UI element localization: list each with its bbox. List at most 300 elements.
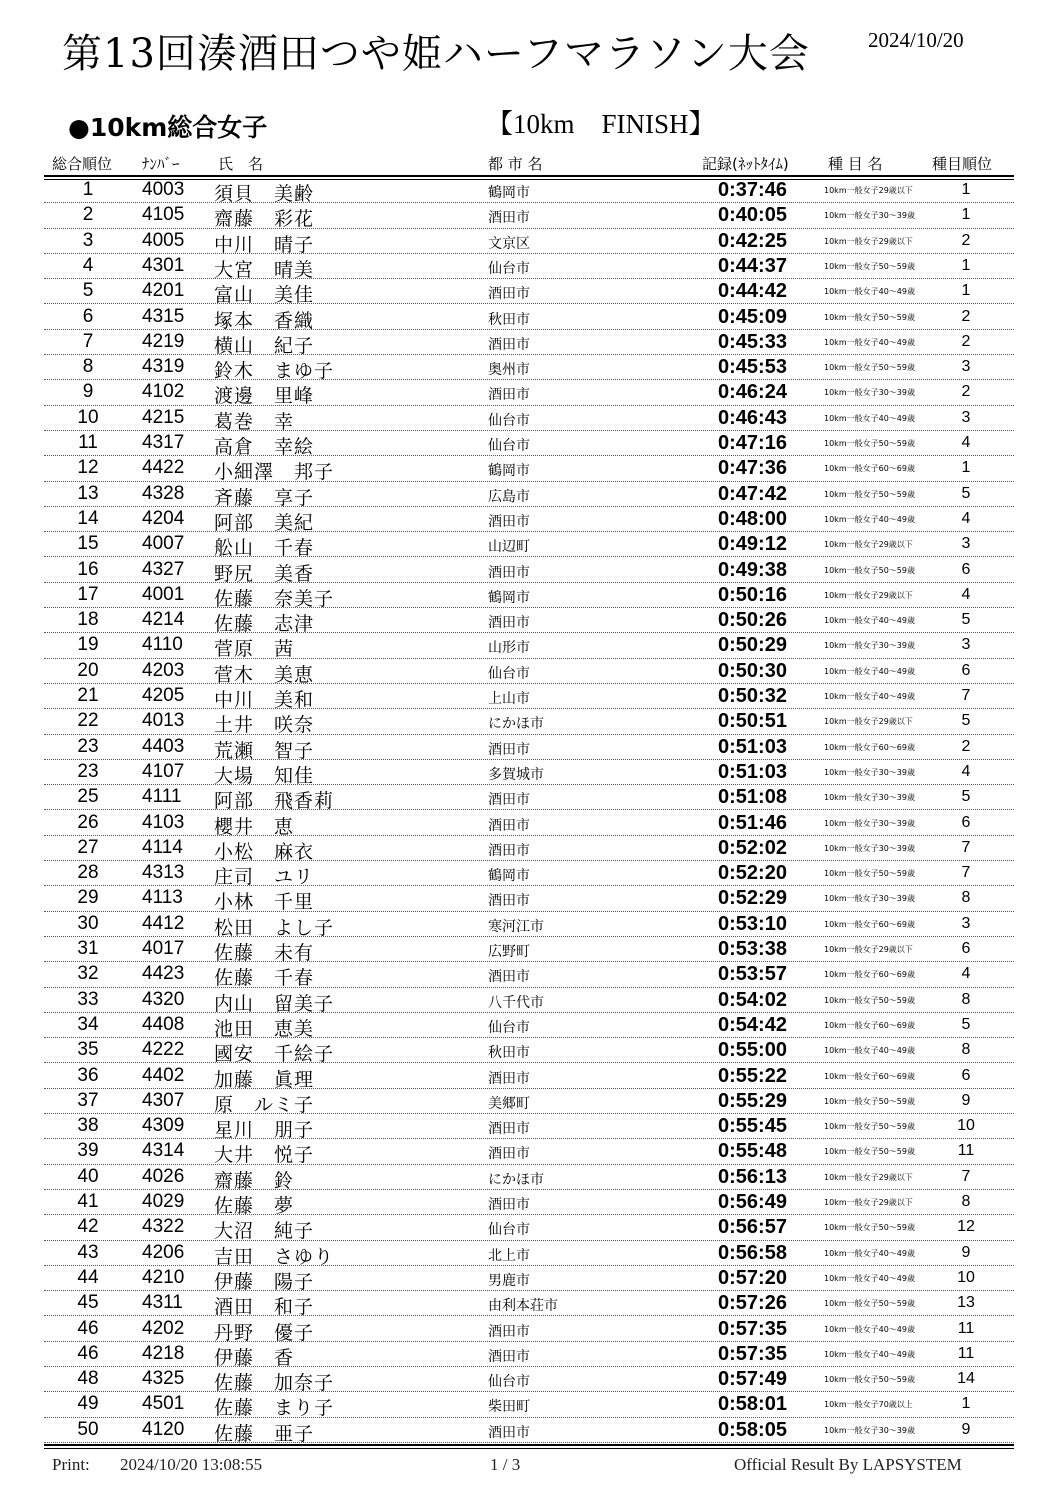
row-time: 0:44:37 (718, 254, 787, 277)
row-rank: 19 (77, 634, 99, 656)
row-rank: 46 (77, 1342, 99, 1364)
row-time: 0:49:12 (718, 533, 787, 556)
row-rank: 17 (77, 583, 99, 605)
row-name: 佐藤 まり子 (214, 1397, 335, 1420)
row-city: 酒田市 (488, 615, 530, 632)
row-name: 佐藤 千春 (214, 967, 315, 990)
table-row (0, 988, 1058, 1013)
table-row (0, 1342, 1058, 1367)
row-rank: 44 (77, 1266, 99, 1288)
row-city: 山辺町 (488, 539, 530, 556)
row-rank: 42 (77, 1216, 99, 1238)
row-name: 鈴木 まゆ子 (214, 360, 335, 383)
row-city: 広島市 (488, 488, 530, 505)
row-category: 10km一般女子40～49歳 (824, 692, 915, 701)
row-category-rank: 8 (961, 1041, 971, 1059)
row-category-rank: 6 (961, 560, 971, 578)
row-name: 星川 朋子 (214, 1119, 315, 1142)
row-city: 鶴岡市 (488, 463, 530, 480)
row-rank: 7 (82, 330, 94, 352)
row-category: 10km一般女子40～49歳 (824, 1349, 915, 1359)
row-category-rank: 13 (957, 1294, 975, 1312)
row-time: 0:40:05 (718, 204, 787, 227)
row-name: 葛巻 幸 (214, 410, 295, 433)
row-time: 0:57:49 (718, 1368, 787, 1391)
row-name: 横山 紀子 (214, 334, 315, 357)
row-category: 10km一般女子50～59歳 (824, 1299, 915, 1309)
row-city: 八千代市 (488, 994, 544, 1011)
row-name: 斉藤 享子 (214, 486, 315, 509)
row-rank: 39 (77, 1140, 99, 1162)
row-category: 10km一般女子40～49歳 (824, 666, 915, 676)
table-row (0, 1089, 1058, 1114)
row-name: 國安 千絵子 (214, 1043, 335, 1066)
row-rank: 30 (77, 912, 99, 934)
row-category: 10km一般女子40～49歳 (824, 514, 915, 524)
row-name: 大宮 晴美 (214, 258, 315, 281)
row-name: 小松 麻衣 (214, 840, 315, 863)
row-bib: 4215 (142, 406, 185, 428)
row-rank: 9 (82, 381, 94, 403)
table-row (0, 380, 1058, 408)
table-row (0, 1392, 1058, 1420)
row-bib: 4107 (142, 760, 185, 782)
table-row (0, 406, 1058, 431)
row-bib: 4204 (142, 507, 185, 529)
row-category-rank: 8 (961, 889, 971, 907)
row-city: 美郷町 (488, 1095, 530, 1112)
row-category-rank: 8 (961, 990, 971, 1008)
row-category: 10km一般女子70歳以上 (824, 1400, 913, 1410)
row-rank: 37 (77, 1089, 99, 1111)
row-rank: 4 (82, 254, 94, 276)
row-category: 10km一般女子60～69歳 (824, 970, 915, 980)
row-city: 酒田市 (488, 1323, 530, 1340)
row-time: 0:53:38 (718, 938, 787, 960)
row-category-rank: 3 (961, 636, 971, 654)
row-category-rank: 5 (961, 788, 971, 806)
row-time: 0:46:43 (718, 406, 787, 429)
row-city: 鶴岡市 (488, 589, 530, 606)
row-category-rank: 2 (961, 307, 971, 325)
row-time: 0:51:08 (718, 786, 787, 809)
section-heading: ●10km総合女子 (68, 113, 268, 142)
row-category-rank: 9 (961, 1420, 971, 1438)
row-category-rank: 5 (961, 484, 971, 502)
row-category-rank: 4 (961, 762, 971, 780)
row-category-rank: 10 (957, 1268, 975, 1286)
table-row (0, 962, 1058, 990)
row-category-rank: 11 (957, 1319, 975, 1337)
table-row (0, 203, 1058, 231)
row-category: 10km一般女子60～69歳 (824, 742, 915, 752)
row-time: 0:49:38 (718, 558, 787, 581)
row-bib: 4001 (142, 583, 185, 605)
row-category: 10km一般女子29歳以下 (824, 236, 913, 246)
row-time: 0:56:13 (718, 1165, 787, 1188)
table-row (0, 456, 1058, 484)
row-name: 原 ルミ子 (214, 1093, 315, 1116)
row-category-rank: 8 (961, 1193, 971, 1210)
row-bib: 4206 (142, 1241, 185, 1263)
row-category: 10km一般女子50～59歳 (824, 565, 915, 575)
row-name: 佐藤 亜子 (214, 1422, 315, 1445)
row-bib: 4026 (142, 1165, 185, 1187)
row-name: 小細澤 邦子 (214, 461, 335, 484)
row-rank: 11 (78, 432, 98, 453)
row-city: 酒田市 (488, 387, 530, 404)
footer-page-number: 1 / 3 (490, 1455, 521, 1474)
row-name: 大場 知佳 (214, 764, 315, 787)
row-name: 阿部 飛香莉 (214, 790, 335, 813)
table-row (0, 811, 1058, 836)
row-category-rank: 1 (961, 459, 971, 477)
row-category: 10km一般女子40～49歳 (824, 1248, 915, 1258)
row-category: 10km一般女子29歳以下 (824, 1172, 913, 1182)
row-bib: 4222 (142, 1039, 185, 1061)
row-category: 10km一般女子30～39歳 (824, 793, 915, 803)
row-city: 男鹿市 (488, 1272, 530, 1289)
row-category-rank: 1 (961, 206, 971, 224)
row-category-rank: 6 (961, 661, 971, 679)
row-rank: 23 (77, 735, 99, 757)
row-city: 酒田市 (488, 1348, 530, 1365)
row-rank: 32 (77, 963, 99, 985)
row-time: 0:42:25 (718, 229, 787, 252)
row-bib: 4301 (142, 254, 185, 276)
row-city: 酒田市 (488, 1121, 530, 1138)
table-row (0, 1038, 1058, 1066)
row-bib: 4029 (142, 1191, 185, 1212)
row-rank: 28 (77, 862, 99, 884)
row-rank: 13 (77, 482, 99, 504)
row-rank: 23 (77, 760, 99, 782)
row-city: 仙台市 (488, 665, 530, 682)
row-category: 10km一般女子60～69歳 (824, 919, 915, 929)
row-category-rank: 4 (961, 434, 971, 451)
table-row (0, 1241, 1058, 1266)
row-category-rank: 2 (961, 383, 971, 401)
row-city: 鶴岡市 (488, 868, 530, 885)
table-row (0, 558, 1058, 583)
row-time: 0:44:42 (718, 280, 787, 303)
row-category-rank: 3 (961, 535, 971, 553)
row-name: 酒田 和子 (214, 1296, 315, 1319)
table-row (0, 1190, 1058, 1215)
table-row (0, 659, 1058, 684)
row-bib: 4205 (142, 685, 185, 706)
row-category: 10km一般女子60～69歳 (824, 464, 915, 474)
row-category-rank: 2 (961, 332, 971, 350)
table-row (0, 532, 1058, 560)
row-time: 0:45:09 (718, 305, 787, 328)
row-rank: 21 (77, 685, 99, 706)
column-header-category: 種 目 名 (828, 155, 883, 173)
row-category: 10km一般女子40～49歳 (824, 1324, 915, 1334)
row-city: 寒河江市 (488, 918, 544, 935)
row-time: 0:37:46 (718, 179, 787, 201)
row-name: 佐藤 加奈子 (214, 1372, 335, 1395)
row-category: 10km一般女子40～49歳 (824, 616, 915, 626)
row-time: 0:58:01 (718, 1393, 787, 1416)
table-row (0, 886, 1058, 914)
row-name: 櫻井 恵 (214, 815, 295, 838)
table-row (0, 785, 1058, 813)
row-name: 塚本 香織 (214, 309, 315, 332)
row-name: 齋藤 鈴 (214, 1169, 295, 1192)
row-rank: 12 (77, 457, 99, 479)
row-time: 0:55:22 (718, 1064, 787, 1087)
row-rank: 41 (77, 1191, 99, 1212)
row-category-rank: 1 (961, 256, 971, 274)
row-city: 酒田市 (488, 893, 530, 910)
row-name: 大沼 純子 (214, 1220, 315, 1243)
row-rank: 40 (77, 1165, 99, 1187)
row-time: 0:47:16 (718, 432, 787, 454)
row-category-rank: 5 (961, 1015, 971, 1033)
row-category-rank: 1 (961, 181, 971, 198)
table-row (0, 229, 1058, 254)
row-category-rank: 1 (961, 1395, 971, 1413)
column-header-rank: 総合順位 (52, 155, 113, 173)
row-rank: 25 (77, 786, 99, 808)
row-bib: 4314 (142, 1140, 185, 1162)
row-category: 10km一般女子30～39歳 (824, 767, 915, 777)
row-category-rank: 2 (961, 737, 971, 755)
row-rank: 35 (77, 1039, 99, 1061)
row-category-rank: 3 (961, 408, 971, 426)
row-name: 富山 美佳 (214, 284, 315, 307)
row-time: 0:51:03 (718, 735, 787, 758)
row-category-rank: 12 (957, 1218, 975, 1236)
row-time: 0:56:58 (718, 1241, 787, 1264)
row-category: 10km一般女子50～59歳 (824, 995, 915, 1005)
row-rank: 5 (82, 280, 94, 302)
row-category: 10km一般女子29歳以下 (824, 1198, 913, 1207)
row-name: 加藤 眞理 (214, 1068, 315, 1091)
row-time: 0:52:02 (718, 836, 787, 859)
table-row (0, 330, 1058, 355)
row-city: 鶴岡市 (488, 185, 530, 201)
row-category-rank: 7 (961, 687, 971, 704)
row-category: 10km一般女子30～39歳 (824, 211, 915, 221)
row-time: 0:55:00 (718, 1039, 787, 1062)
row-rank: 26 (77, 811, 99, 833)
row-city: 由利本荘市 (488, 1298, 558, 1315)
row-rank: 1 (82, 179, 94, 200)
row-name: 須貝 美齢 (214, 183, 315, 205)
row-bib: 4501 (142, 1393, 185, 1415)
row-name: 菅原 茜 (214, 638, 295, 661)
row-rank: 10 (77, 406, 99, 428)
row-category: 10km一般女子29歳以下 (824, 717, 913, 727)
row-category: 10km一般女子50～59歳 (824, 261, 915, 271)
row-name: 渡邊 里峰 (214, 385, 315, 408)
row-name: 中川 美和 (214, 689, 315, 711)
row-city: 酒田市 (488, 564, 530, 581)
row-bib: 4120 (142, 1418, 185, 1440)
row-city: 山形市 (488, 640, 530, 657)
row-time: 0:47:36 (718, 457, 787, 480)
table-row (0, 1139, 1058, 1167)
table-row (0, 1291, 1058, 1319)
row-bib: 4005 (142, 229, 185, 251)
row-name: 小林 千里 (214, 891, 315, 914)
row-time: 0:56:49 (718, 1191, 787, 1213)
table-row (0, 836, 1058, 861)
row-time: 0:47:42 (718, 482, 787, 505)
row-time: 0:57:26 (718, 1292, 787, 1315)
row-category-rank: 3 (961, 358, 971, 376)
table-row (0, 482, 1058, 507)
row-bib: 4114 (142, 836, 183, 858)
row-bib: 4201 (142, 280, 185, 302)
row-bib: 4317 (142, 432, 185, 453)
row-bib: 4103 (142, 811, 185, 833)
row-category: 10km一般女子50～59歳 (824, 1375, 915, 1385)
row-bib: 4218 (142, 1342, 185, 1364)
row-category-rank: 6 (961, 813, 971, 831)
row-bib: 4210 (142, 1266, 185, 1288)
row-category-rank: 4 (961, 509, 971, 527)
row-city: 仙台市 (488, 260, 530, 277)
row-time: 0:54:42 (718, 1013, 787, 1036)
row-category: 10km一般女子50～59歳 (824, 439, 915, 448)
table-row (0, 1317, 1058, 1342)
row-category-rank: 11 (957, 1344, 975, 1362)
row-rank: 50 (77, 1418, 99, 1440)
row-category: 10km一般女子50～59歳 (824, 869, 915, 879)
row-name: 伊藤 香 (214, 1346, 295, 1369)
row-time: 0:45:33 (718, 330, 787, 353)
row-rank: 49 (77, 1393, 99, 1415)
row-city: 柴田町 (488, 1399, 530, 1416)
table-row (0, 1418, 1058, 1443)
row-bib: 4320 (142, 988, 185, 1010)
row-name: 高倉 幸絵 (214, 436, 315, 458)
footer-official: Official Result By LAPSYSTEM (734, 1455, 962, 1474)
row-bib: 4412 (142, 912, 185, 934)
column-header-bib: ﾅﾝﾊﾞｰ (142, 155, 180, 173)
row-rank: 33 (77, 988, 99, 1010)
table-row (0, 633, 1058, 661)
row-bib: 4203 (142, 659, 185, 681)
table-row (0, 254, 1058, 279)
row-bib: 4328 (142, 482, 185, 504)
row-category: 10km一般女子50～59歳 (824, 1223, 915, 1233)
row-name: 内山 留美子 (214, 992, 335, 1015)
row-category: 10km一般女子40～49歳 (824, 1273, 915, 1283)
row-time: 0:57:20 (718, 1266, 787, 1289)
row-city: 酒田市 (488, 1424, 530, 1441)
row-category: 10km一般女子50～59歳 (824, 312, 915, 322)
table-row (0, 178, 1058, 203)
row-rank: 16 (77, 558, 99, 580)
row-name: 菅木 美恵 (214, 663, 315, 686)
row-bib: 4309 (142, 1115, 185, 1137)
row-rank: 3 (82, 229, 94, 251)
row-name: 中川 晴子 (214, 233, 315, 256)
row-category: 10km一般女子60～69歳 (824, 1071, 915, 1081)
row-bib: 4403 (142, 735, 185, 757)
row-city: にかほ市 (488, 1171, 544, 1188)
row-city: 多賀城市 (488, 766, 544, 783)
table-row (0, 1013, 1058, 1038)
table-row (0, 760, 1058, 785)
row-name: 齋藤 彩花 (214, 208, 315, 231)
event-date: 2024/10/20 (868, 28, 964, 52)
row-rank: 29 (77, 887, 99, 909)
row-rank: 36 (77, 1064, 99, 1086)
bottom-rule (44, 1444, 1014, 1449)
row-category: 10km一般女子29歳以下 (824, 945, 913, 954)
row-time: 0:50:26 (718, 609, 787, 632)
table-row (0, 861, 1058, 889)
row-city: にかほ市 (488, 716, 544, 733)
row-bib: 4110 (142, 634, 183, 656)
row-category: 10km一般女子50～59歳 (824, 489, 915, 499)
row-time: 0:55:29 (718, 1089, 787, 1112)
row-city: 奥州市 (488, 362, 530, 379)
table-row (0, 431, 1058, 456)
column-header-city: 都 市 名 (488, 155, 543, 173)
row-city: 上山市 (488, 691, 530, 707)
row-bib: 4311 (142, 1292, 183, 1314)
row-bib: 4422 (142, 457, 185, 479)
row-category-rank: 10 (957, 1117, 975, 1135)
row-category-rank: 1 (961, 282, 971, 300)
row-category: 10km一般女子30～39歳 (824, 388, 915, 398)
table-row (0, 1215, 1058, 1243)
row-name: 荒瀬 智子 (214, 739, 315, 762)
row-rank: 27 (77, 836, 99, 858)
row-time: 0:55:45 (718, 1115, 787, 1138)
row-bib: 4102 (142, 381, 185, 403)
row-category-rank: 4 (961, 965, 971, 983)
column-header-category-rank: 種目順位 (932, 155, 993, 173)
table-row (0, 912, 1058, 937)
page-title: 第13回湊酒田つや姫ハーフマラソン大会 (62, 31, 810, 77)
row-category-rank: 2 (961, 231, 971, 249)
row-rank: 31 (77, 938, 99, 959)
row-city: 酒田市 (488, 210, 530, 227)
row-bib: 4313 (142, 862, 185, 884)
row-category-rank: 3 (961, 914, 971, 932)
row-category-rank: 5 (961, 712, 971, 730)
row-rank: 15 (77, 533, 99, 555)
row-category: 10km一般女子40～49歳 (824, 1046, 915, 1056)
row-name: 松田 よし子 (214, 916, 335, 939)
row-category: 10km一般女子29歳以下 (824, 590, 913, 600)
row-category: 10km一般女子29歳以下 (824, 186, 913, 195)
table-row (0, 608, 1058, 636)
row-divider (44, 1442, 1014, 1443)
table-row (0, 355, 1058, 383)
row-name: 大井 悦子 (214, 1144, 315, 1167)
row-category-rank: 6 (961, 940, 971, 957)
row-category: 10km一般女子50～59歳 (824, 1096, 915, 1106)
finish-label: 【10km FINISH】 (486, 109, 716, 139)
row-category: 10km一般女子50～59歳 (824, 363, 915, 373)
row-rank: 2 (82, 204, 94, 226)
row-category: 10km一般女子30～39歳 (824, 818, 915, 828)
row-rank: 38 (77, 1115, 99, 1137)
row-city: 仙台市 (488, 1019, 530, 1036)
row-bib: 4007 (142, 533, 185, 555)
row-name: 池田 恵美 (214, 1017, 315, 1040)
row-time: 0:50:32 (718, 685, 787, 707)
row-rank: 46 (77, 1317, 99, 1339)
